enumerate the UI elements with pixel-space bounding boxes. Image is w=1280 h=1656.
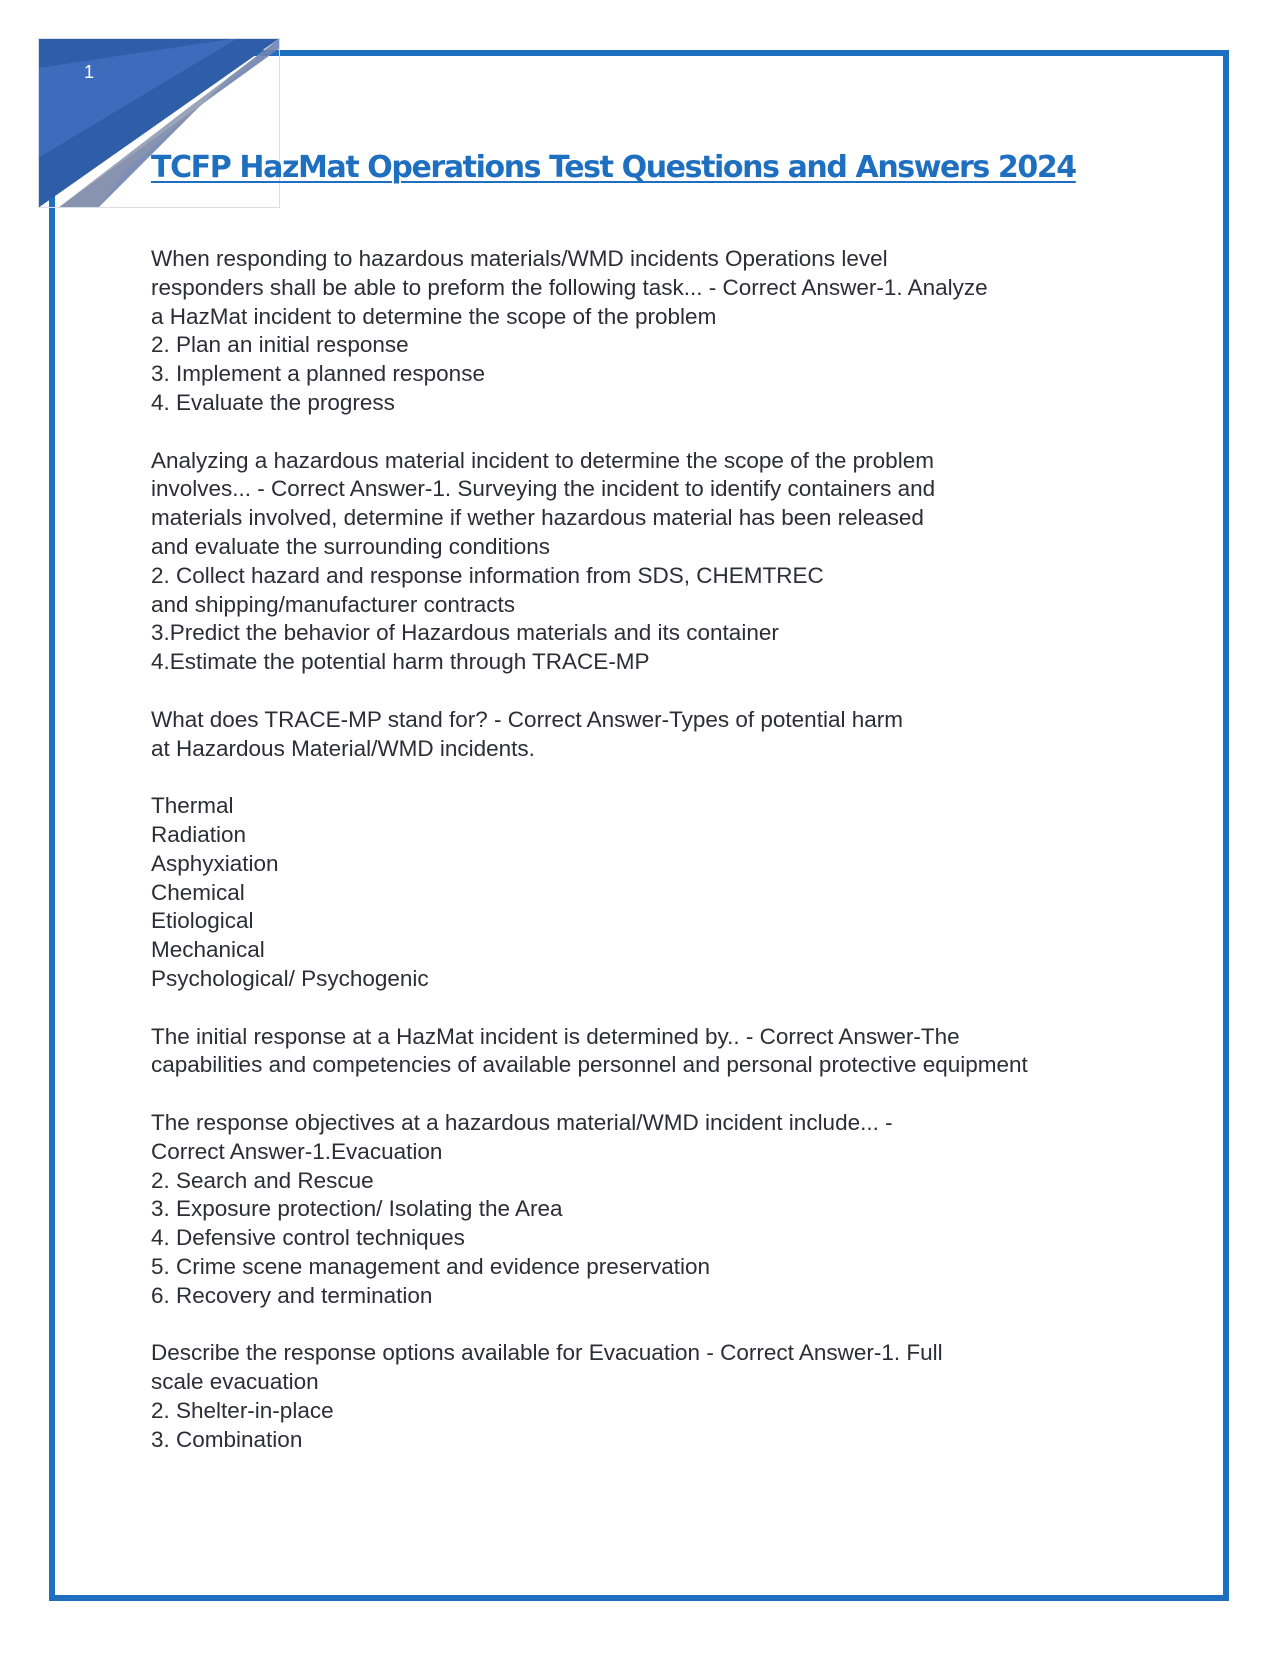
- text-line: and evaluate the surrounding conditions: [151, 533, 551, 559]
- text-line: and shipping/manufacturer contracts: [151, 591, 515, 617]
- text-line: 2. Search and Rescue: [151, 1167, 374, 1193]
- text-line: Asphyxiation: [151, 850, 279, 876]
- text-line: The initial response at a HazMat incident is determined by.. - Correct Answer-The: [151, 1023, 960, 1049]
- text-line: Etiological: [151, 908, 254, 934]
- document-body: [151, 245, 1111, 1483]
- text-line: a HazMat incident to determine the scope of the problem: [151, 303, 717, 329]
- qa-block: [151, 1023, 1111, 1081]
- text-line: Correct Answer-1.Evacuation: [151, 1138, 443, 1164]
- text-line: Analyzing a hazardous material incident to determine the scope of the problem: [151, 447, 934, 473]
- text-line: capabilities and competencies of available personnel and personal protective equipment: [151, 1052, 1028, 1078]
- qa-block: [151, 792, 1111, 994]
- qa-block: [151, 447, 1111, 677]
- text-line: Radiation: [151, 821, 247, 847]
- text-line: 2. Shelter-in-place: [151, 1397, 334, 1423]
- text-line: materials involved, determine if wether hazardous material has been released: [151, 505, 924, 531]
- text-line: involves... - Correct Answer-1. Surveying the incident to identify containers and: [151, 476, 936, 502]
- text-line: When responding to hazardous materials/WMD incidents Operations level: [151, 246, 888, 271]
- text-line: Describe the response options available for Evacuation - Correct Answer-1. Full: [151, 1340, 943, 1366]
- text-line: 2. Plan an initial response: [151, 332, 409, 358]
- text-line: 3.Predict the behavior of Hazardous materials and its container: [151, 620, 779, 646]
- text-line: scale evacuation: [151, 1369, 319, 1395]
- qa-block: [151, 1109, 1111, 1311]
- text-line: 4.Estimate the potential harm through TRACE-MP: [151, 649, 650, 675]
- qa-block: [151, 706, 1111, 764]
- text-line: Mechanical: [151, 937, 265, 963]
- text-line: What does TRACE-MP stand for? - Correct Answer-Types of potential harm: [151, 706, 903, 732]
- qa-block: [151, 245, 1111, 418]
- text-line: 6. Recovery and termination: [151, 1282, 433, 1308]
- text-line: The response objectives at a hazardous material/WMD incident include... -: [151, 1109, 893, 1135]
- text-line: Chemical: [151, 879, 245, 905]
- qa-block: [151, 1339, 1111, 1454]
- text-line: Psychological/ Psychogenic: [151, 965, 429, 991]
- text-line: Thermal: [151, 793, 234, 819]
- text-line: 4. Defensive control techniques: [151, 1225, 465, 1251]
- text-line: responders shall be able to preform the following task... - Correct Answer-1. Analyze: [151, 274, 988, 300]
- text-line: 3. Implement a planned response: [151, 361, 485, 387]
- text-line: 4. Evaluate the progress: [151, 389, 395, 415]
- text-line: 2. Collect hazard and response information from SDS, CHEMTREC: [151, 562, 824, 588]
- page-number: 1: [84, 62, 95, 82]
- text-line: 3. Combination: [151, 1426, 303, 1452]
- document-title[interactable]: TCFP HazMat Operations Test Questions and Answers 2024: [151, 150, 1076, 185]
- text-line: 5. Crime scene management and evidence preservation: [151, 1253, 711, 1279]
- text-line: 3. Exposure protection/ Isolating the Area: [151, 1196, 563, 1222]
- text-line: at Hazardous Material/WMD incidents.: [151, 735, 535, 761]
